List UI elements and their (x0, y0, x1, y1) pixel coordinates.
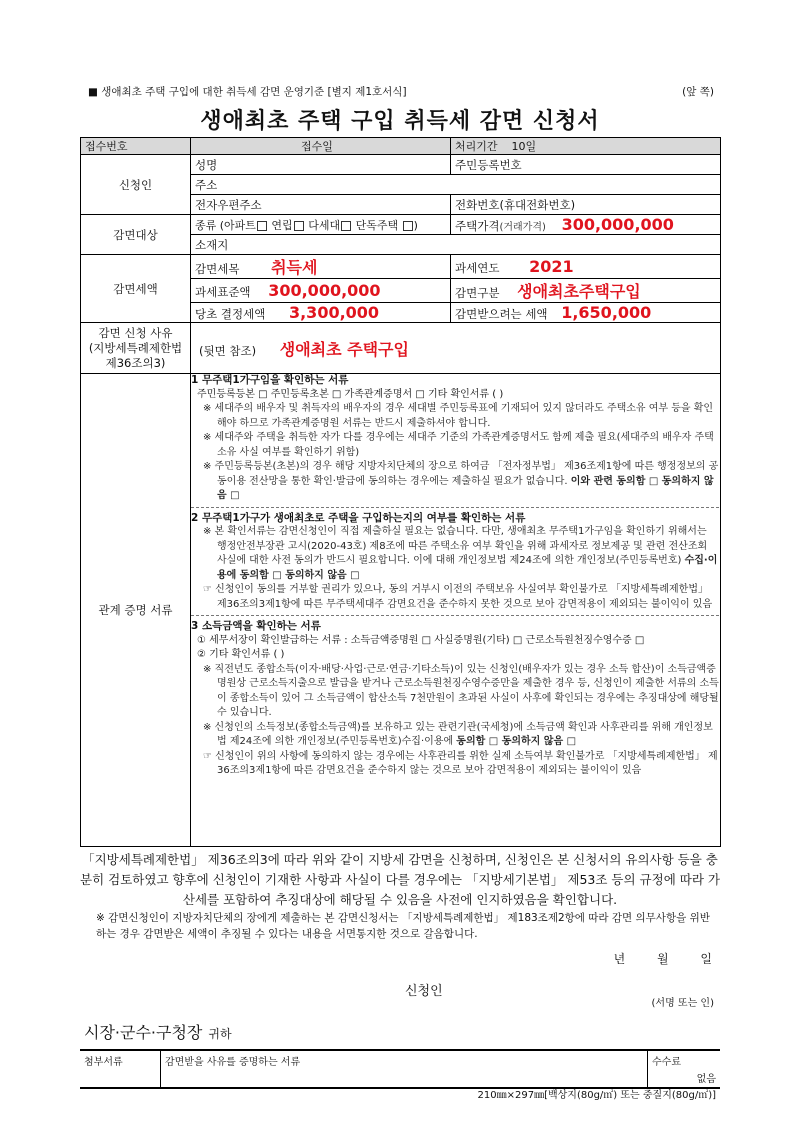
divider (191, 507, 719, 508)
proof-section-2-title: 2 무주택1가구가 생애최초로 주택을 구입하는지의 여부를 확인하는 서류 (191, 511, 526, 524)
house-price-field[interactable]: 주택가격(거래가격) 300,000,000 (451, 215, 721, 235)
detached-house-checkbox[interactable] (403, 221, 413, 231)
proof-note: ※ 주민등록등본(초본)의 경우 해당 지방자치단체의 장으로 하여금 「전자정부법」 제36조제1항에 따른 행정정보의 공동이용 전산망을 통한 확인·발급에 동의하는 경우에는 제출하실 필요가 없습니다. 이와 관련 동의함 □ 동의하지 않음 □ (203, 461, 719, 501)
income-documents-checkboxes[interactable]: ① 세무서장이 확인발급하는 서류 : 소득금액증명원 □ 사실증명원(기타) □ 근로소득원천징수영수증 □ (197, 634, 645, 646)
fee-cell: 수수료 없음 (648, 1050, 721, 1088)
house-type-field[interactable]: 종류 (아파트 연립 다세대 단독주택 ) (191, 215, 451, 235)
applicant-signature-label: 신청인 (405, 984, 443, 999)
proof-note: ※ 세대주의 배우자 및 취득자의 배우자의 경우 세대별 주민등록표에 기재되어 있지 않더라도 주택소유 여부 등을 확인해야 하므로 가족관계증명원 서류는 반드시 제출하셔야 합니다. (203, 403, 714, 429)
decided-tax-value: 3,300,000 (288, 303, 380, 322)
proof-note: ☞ 신청인이 동의를 거부할 권리가 있으나, 동의 거부시 이전의 주택보유 사실여부 확인불가로 「지방세특례제한법」 제36조의3제1항에 따른 무주택세대주 감면요건을 준수하지 못한 것으로 보아 감면적용이 제외되는 불이익이 있음 (203, 584, 713, 610)
declaration-text: 「지방세특례제한법」 제36조의3에 따라 위와 같이 지방세 감면을 신청하며, 신청인은 본 신청서의 유의사항 등을 충분히 검토하였고 향후에 신청인이 기재한 사항과 사실이 다를 경우에는 「지방세기본법」 제53조 등의 규정에 따라 가산세를 포함하여 추징대상에 해당될 수 있음을 사전에 인지하였음을 확인합니다. (80, 852, 720, 907)
reason-field[interactable]: (뒷면 참조) 생애최초 주택구입 (191, 323, 721, 374)
house-price-value: 300,000,000 (561, 215, 674, 234)
attachments-label: 첨부서류 (84, 1057, 123, 1068)
proof-section-label: 관계 증명 서류 (81, 374, 191, 847)
paper-spec-footer: 210㎜×297㎜[백상지(80g/㎡) 또는 중질지(80g/㎡)] (477, 1090, 716, 1101)
reduction-category-field[interactable]: 감면구분 생애최초주택구입 (451, 279, 721, 303)
signature-field[interactable]: (서명 또는 인) (651, 998, 714, 1009)
reduction-category-value: 생애최초주택구입 (517, 282, 641, 301)
tax-item-value: 취득세 (271, 258, 318, 277)
tax-item-field[interactable]: 감면세목 취득세 (191, 255, 451, 279)
tax-base-field[interactable]: 과세표준액 300,000,000 (191, 279, 451, 303)
recipient: 시장·군수·구청장 귀하 (84, 1023, 232, 1042)
location-field[interactable]: 소재지 (191, 235, 721, 255)
tax-year-value: 2021 (529, 257, 574, 276)
date-field[interactable]: 년 월 일 (613, 952, 712, 966)
consent-checkbox-group[interactable]: 이와 관련 동의함 □ 동의하지 않음 □ (217, 475, 714, 501)
decided-tax-field[interactable]: 당초 결정세액 3,300,000 (191, 303, 451, 323)
proof-note: ※ 직전년도 종합소득(이자·배당·사업·근로·연금·기타소득)이 있는 신청인(배우자가 있는 경우 소득 합산)이 소득금액증명원상 근로소득지출으로 발급을 받거나 근로소득원천징수영수증만을 제출한 경우 등, 신청인이 제출한 서류의 소득이 종합소득이 있어 그 소득금액이 합산소득 7천만원이 초과된 사실이 사후에 확인되는 경우에는 추징대상에 해당될 수 있습니다. (203, 663, 719, 718)
target-section-label: 감면대상 (81, 215, 191, 255)
proof-documents-content (191, 370, 719, 779)
receipt-date-cell[interactable]: 접수일 (191, 138, 451, 155)
divider (191, 615, 719, 616)
townhouse-checkbox[interactable] (294, 221, 304, 231)
proof-note: ☞ 신청인이 위의 사항에 동의하지 않는 경우에는 사후관리를 위한 실제 소득여부 확인불가로 「지방세특례제한법」 제36조의3제1항에 따른 감면요건을 준수하지 않는 것으로 보아 감면적용이 제외되는 불이익이 있음 (203, 750, 718, 776)
resident-id-field[interactable]: 주민등록번호 (451, 155, 721, 175)
email-field[interactable]: 전자우편주소 (191, 195, 451, 215)
tax-year-field[interactable]: 과세연도 2021 (451, 255, 721, 279)
processing-period-cell: 처리기간 10일 (451, 138, 721, 155)
reduction-amount-field[interactable]: 감면받으려는 세액 1,650,000 (451, 303, 721, 323)
address-field[interactable]: 주소 (191, 175, 721, 195)
reduction-amount-value: 1,650,000 (561, 303, 652, 322)
attachments-value: 감면받을 사유를 증명하는 서류 (161, 1050, 648, 1088)
proof-section-1-documents[interactable]: 주민등록등본 □ 주민등록초본 □ 가족관계증명서 □ 기타 확인서류 ( ) (197, 388, 504, 400)
proof-section-1-title: 1 무주택1가구임을 확인하는 서류 (191, 374, 349, 386)
form-reference-note: ■ 생애최초 주택 구입에 대한 취득세 감면 운영기준 [별지 제1호서식] (88, 86, 407, 98)
multiplex-checkbox[interactable] (341, 221, 351, 231)
applicant-section-label: 신청인 (81, 155, 191, 215)
reason-section-label: 감면 신청 사유 (지방세특례제한법 제36조의3) (81, 323, 191, 374)
proof-section-3-title: 3 소득금액을 확인하는 서류 (191, 620, 321, 632)
consent-checkbox-group[interactable]: 수집·이용에 동의함 □ 동의하지 않음 □ (217, 555, 718, 581)
reason-value: 생애최초 주택구입 (279, 339, 409, 359)
phone-field[interactable]: 전화번호(휴대전화번호) (451, 195, 721, 215)
apartment-checkbox[interactable] (257, 221, 267, 231)
declaration-note: ※ 감면신청인이 지방자치단체의 장에게 제출하는 본 감면신청서는 「지방세특례제한법」 제183조제2항에 따라 감면 의무사항을 위반하는 경우 감면받은 세액이 추징될 수 있다는 내용을 서면통지한 것으로 갈음합니다. (96, 912, 710, 940)
attachments-table (80, 1049, 720, 1089)
name-field[interactable]: 성명 (191, 155, 451, 175)
tax-section-label: 감면세액 (81, 255, 191, 323)
consent-checkbox-group[interactable]: 동의함 □ 동의하지 않음 □ (456, 736, 577, 747)
receipt-number-cell[interactable]: 접수번호 (81, 138, 191, 155)
page-side-label: (앞 쪽) (682, 86, 714, 98)
proof-note: ※ 세대주와 주택을 취득한 자가 다를 경우에는 세대주 기준의 가족관계증명서도 함께 제출 필요(세대주의 배우자 주택 소유 사실 여부를 확인하기 위함) (203, 432, 714, 458)
page-title: 생애최초 주택 구입 취득세 감면 신청서 (200, 109, 600, 134)
receipt-row (81, 138, 721, 155)
other-documents-field[interactable]: ② 기타 확인서류 ( ) (197, 649, 285, 660)
proof-note: ※ 본 확인서류는 감면신청인이 직접 제출하실 필요는 없습니다. 다만, 생애최초 무주택1가구임을 확인하기 위해서는 행정안전부장관 고시(2020-43호) 제8조에 따른 주택소유 여부 확인을 위해 과세자로 정보제공 및 관련 전산조회 사실에 대한 사전 동의가 반드시 필요합니다. 이에 대해 개인정보법 제24조에 의한 개인정보(주민등록번호) 수집·이용에 동의함 □ 동의하지 않음 □ (203, 526, 718, 581)
proof-note: ※ 신청인의 소득정보(종합소득금액)를 보유하고 있는 관련기관(국세청)에 소득금액 확인과 사후관리를 위해 개인정보법 제24조에 의한 개인정보(주민등록번호)수집·이용에 동의함 □ 동의하지 않음 □ (203, 721, 713, 747)
tax-base-value: 300,000,000 (268, 281, 381, 300)
